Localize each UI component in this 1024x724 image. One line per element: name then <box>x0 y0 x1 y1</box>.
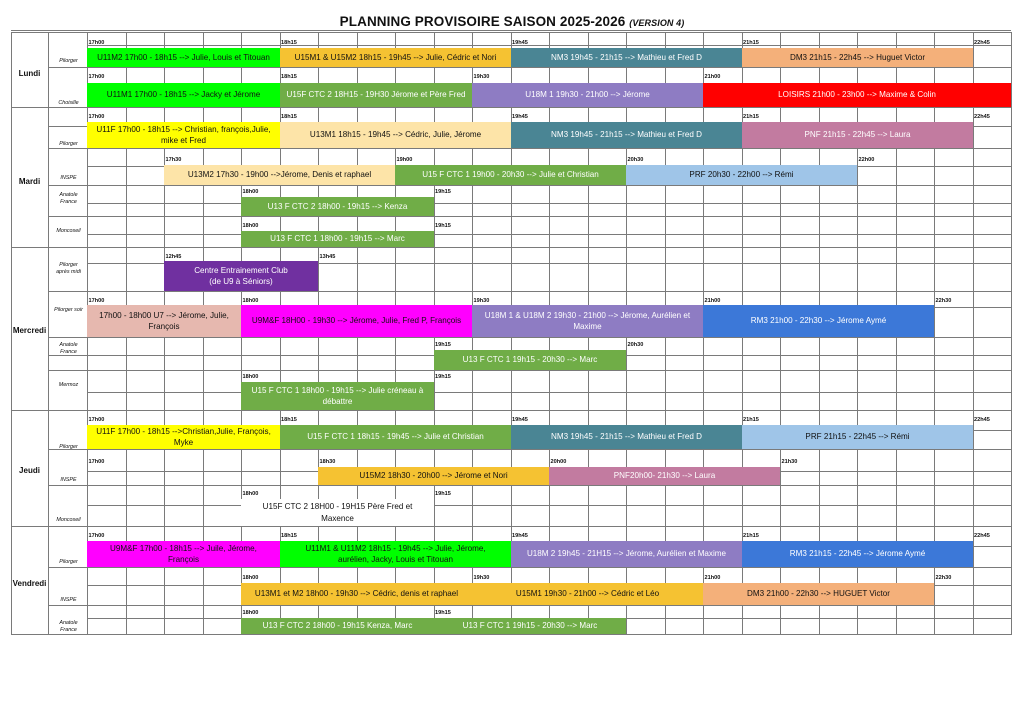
session-text-line: débattre <box>322 397 353 406</box>
session-block <box>318 467 549 485</box>
grid-line <box>87 485 1011 486</box>
session-text <box>295 52 497 64</box>
session-text-line: LOISIRS 21h00 - 23h00 --> Maxime & Colin <box>778 90 936 100</box>
session-text <box>310 129 481 141</box>
grid-line <box>87 567 1011 568</box>
location-label <box>50 444 87 451</box>
time-label: 17h00 <box>88 114 105 120</box>
location-label-line: France <box>60 349 77 355</box>
session-block <box>280 122 511 148</box>
session-text <box>516 588 659 600</box>
session-text-line: RM3 21h15 - 22h45 --> Jérome Aymé <box>789 549 926 559</box>
session-text <box>359 470 507 482</box>
grid-line <box>87 67 1011 68</box>
session-text <box>107 89 261 101</box>
session-block <box>87 541 280 567</box>
location-label-line: Pilorger <box>59 58 78 64</box>
time-label: 19h45 <box>512 114 528 120</box>
session-text-line: U13 F CTC 1 19h15 - 20h30 --> Marc <box>462 355 598 365</box>
session-text-line: U15M1 & U15M2 18h15 - 19h45 --> Julie, Cédric et Nori <box>294 52 497 62</box>
session-text <box>110 543 257 566</box>
session-text <box>525 89 649 101</box>
session-text <box>747 588 890 600</box>
location-label <box>50 228 87 235</box>
time-label: 22h45 <box>974 114 990 120</box>
session-text <box>551 431 702 443</box>
session-text-line: 17h00 - 18h00 U7 --> Jérome, Julie, <box>99 310 229 320</box>
session-block <box>742 541 973 567</box>
session-block <box>626 165 857 185</box>
session-text <box>805 431 909 443</box>
grid-line <box>87 291 1011 292</box>
grid-line <box>48 107 87 108</box>
session-block <box>549 467 780 485</box>
session-block <box>742 48 973 67</box>
time-label: 18h30 <box>319 459 336 465</box>
time-label: 21h00 <box>704 298 721 304</box>
session-text-line: DM3 21h00 - 22h30 --> HUGUET Victor <box>747 589 890 599</box>
session-text <box>99 310 229 333</box>
session-text-line: U11M1 & U11M2 18h15 - 19h45 --> Julie, Jérome, <box>305 543 486 553</box>
time-label: 17h00 <box>88 74 105 80</box>
session-text-line: Maxime <box>573 322 602 331</box>
time-label: 19h45 <box>512 533 528 539</box>
time-label: 19h30 <box>473 298 490 304</box>
time-label: 18h00 <box>242 610 259 616</box>
session-block <box>87 48 280 67</box>
session-text-line: U11F 17h00 - 18h15 --> Christian, françois,Julie, <box>96 124 271 134</box>
time-label: 22h30 <box>935 298 952 304</box>
session-block <box>511 48 742 67</box>
session-text <box>188 169 371 181</box>
session-text-line: U11F 17h00 - 18h15 -->Christian,Julie, François, <box>96 426 271 436</box>
session-text-line: U18M 1 & U18M 2 19h30 - 21h00 --> Jérome, Aurélien et <box>484 310 691 320</box>
session-text-line: U13 F CTC 1 18h00 - 19h15 --> Marc <box>270 234 405 244</box>
session-text <box>97 52 270 64</box>
grid-line <box>11 30 1011 31</box>
location-label <box>50 517 87 524</box>
session-text-line: Maxence <box>321 513 354 523</box>
time-label: 22h45 <box>974 40 990 46</box>
session-block <box>511 425 742 449</box>
session-text <box>194 265 288 288</box>
session-block <box>472 583 703 605</box>
location-label-line: Pilorger <box>59 262 78 268</box>
session-block <box>703 83 1011 107</box>
session-block <box>241 618 434 634</box>
grid-line <box>11 410 1011 411</box>
time-label: 18h00 <box>242 189 259 195</box>
grid-line <box>48 485 87 486</box>
time-label: 22h45 <box>974 533 990 539</box>
time-label: 21h15 <box>743 114 759 120</box>
location-label-line: Choisille <box>58 100 79 106</box>
time-label: 18h00 <box>242 491 259 497</box>
time-label: 18h00 <box>242 374 259 380</box>
location-label-line: Anatole <box>59 342 78 348</box>
location-label <box>50 477 87 484</box>
grid-line <box>87 148 1011 149</box>
grid-line <box>11 107 1011 108</box>
session-text <box>463 354 598 366</box>
session-text-line: François <box>167 555 200 564</box>
session-text <box>551 129 702 141</box>
session-text-line: PNF 21h15 - 22h45 --> Laura <box>804 130 911 140</box>
time-label: 18h00 <box>242 298 259 304</box>
session-text-line: PRF 20h30 - 22h00 --> Rémi <box>689 170 794 180</box>
time-label: 22h30 <box>935 575 952 581</box>
session-block <box>241 583 472 605</box>
location-label <box>50 58 87 65</box>
session-block <box>87 122 280 148</box>
session-text <box>790 52 925 64</box>
session-text-line: U15 F CTC 1 18h15 - 19h45 --> Julie et Christian <box>307 432 484 442</box>
grid-line <box>48 148 87 149</box>
session-text <box>527 548 726 560</box>
session-text <box>252 315 461 327</box>
session-text-line: NM3 19h45 - 21h15 --> Mathieu et Fred D <box>551 130 702 140</box>
location-label <box>50 192 87 206</box>
grid-line <box>48 126 87 127</box>
page-title <box>0 14 1024 29</box>
session-block <box>472 83 703 107</box>
session-text-line: François <box>148 322 180 331</box>
session-text-line: U9M&F 18H00 - 19h30 --> Jérome, Julie, Fred P, François <box>251 316 462 326</box>
time-label: 13h45 <box>319 254 336 260</box>
session-text-line: U15 F CTC 1 18h00 - 19h15 --> Julie créneau à <box>251 385 424 395</box>
grid-line <box>87 234 1011 235</box>
grid-line <box>48 291 87 292</box>
day-label: Jeudi <box>19 466 40 475</box>
session-block <box>511 122 742 148</box>
location-label-line: France <box>60 199 77 205</box>
time-label: 18h15 <box>281 114 297 120</box>
grid-line <box>48 370 87 371</box>
location-label-line: Moncoseil <box>56 517 81 523</box>
time-label: 21h15 <box>743 417 759 423</box>
session-text-line: NM3 19h45 - 21h15 --> Mathieu et Fred D <box>551 52 702 62</box>
time-label: 12h45 <box>165 254 182 260</box>
location-label <box>50 382 87 389</box>
grid-line <box>87 370 1011 371</box>
grid-line <box>87 605 1011 606</box>
grid-line <box>11 526 1011 527</box>
time-label: 22h00 <box>858 157 875 163</box>
session-block <box>280 83 472 107</box>
grid-line <box>48 67 87 68</box>
session-block <box>511 541 742 567</box>
time-label: 18h15 <box>281 74 297 80</box>
time-label: 17h00 <box>88 298 105 304</box>
session-block <box>472 305 703 337</box>
grid-line <box>1011 32 1012 635</box>
session-block <box>241 197 434 216</box>
time-label: 21h15 <box>743 40 759 46</box>
grid-line <box>48 410 87 411</box>
session-text <box>614 470 715 482</box>
time-label: 21h30 <box>781 459 798 465</box>
session-text <box>805 129 911 141</box>
location-label-line: Pilorger <box>59 444 78 450</box>
time-label: 19h15 <box>435 374 451 380</box>
session-block <box>241 305 472 337</box>
title-text: PLANNING PROVISOIRE SAISON 2025-2026 <box>339 14 626 29</box>
day-label: Lundi <box>18 69 41 78</box>
grid-line <box>48 605 87 606</box>
time-label: 20h30 <box>627 342 644 348</box>
location-label <box>50 597 87 604</box>
time-label: 19h00 <box>396 157 413 163</box>
session-text <box>778 89 936 101</box>
location-label-line: Mermoz <box>58 382 79 388</box>
location-label-line: INSPE <box>60 477 77 483</box>
grid-line <box>87 45 1011 46</box>
session-text-line: U15 F CTC 1 19h00 - 20h30 --> Julie et Christian <box>422 170 599 180</box>
time-label: 18h15 <box>281 533 297 539</box>
grid-line <box>87 203 1011 204</box>
session-block <box>434 618 626 634</box>
grid-line <box>11 634 1012 635</box>
session-text <box>268 201 408 213</box>
day-label: Mercredi <box>12 326 47 335</box>
grid-line <box>48 185 87 186</box>
session-text <box>270 233 405 245</box>
grid-line <box>973 32 974 634</box>
location-label-line: Moncoseil <box>56 228 81 234</box>
location-label <box>50 100 87 107</box>
session-text <box>305 543 485 566</box>
session-block <box>742 122 973 148</box>
session-block <box>742 425 973 449</box>
location-label <box>50 262 87 276</box>
grid-line <box>87 392 1011 393</box>
session-text <box>307 431 484 443</box>
grid-line <box>87 185 1011 186</box>
session-block <box>395 165 626 185</box>
session-text-line: U18M 2 19h45 - 21H15 --> Jérome, Aurélien et Maxime <box>526 549 727 559</box>
session-block <box>164 165 395 185</box>
time-label: 19h15 <box>435 491 451 497</box>
time-label: 18h00 <box>242 223 259 229</box>
session-text-line: U13 F CTC 2 18h00 - 19h15 Kenza, Marc <box>262 621 413 631</box>
session-text-line: U13M1 18h15 - 19h45 --> Cédric, Julie, Jérome <box>309 130 482 140</box>
session-text-line: U11M2 17h00 - 18h15 --> Julie, Louis et Titouan <box>97 52 270 62</box>
time-label: 19h15 <box>435 223 451 229</box>
session-text-line: U11M1 17h00 - 18h15 --> Jacky et Jérome <box>106 90 261 100</box>
session-block <box>280 425 511 449</box>
session-text-line: U15M2 18h30 - 20h00 --> Jérome et Nori <box>359 471 508 481</box>
time-label: 19h30 <box>473 74 490 80</box>
session-text-line: U18M 1 19h30 - 21h00 --> Jérome <box>525 90 650 100</box>
time-label: 21h15 <box>743 533 759 539</box>
location-label-line: Pilorger soir <box>54 307 83 313</box>
location-label-line: INSPE <box>60 175 77 181</box>
session-text <box>286 89 465 101</box>
session-text-line: U13M2 17h30 - 19h00 -->Jérome, Denis et raphael <box>187 170 372 180</box>
session-text <box>689 169 793 181</box>
location-label-line: après midi <box>56 269 81 275</box>
session-block <box>703 305 934 337</box>
location-label <box>50 307 87 314</box>
session-block <box>241 499 434 526</box>
session-block <box>241 382 434 410</box>
time-label: 18h15 <box>281 40 297 46</box>
time-label: 20h00 <box>550 459 567 465</box>
session-text <box>751 315 887 327</box>
session-text <box>422 169 599 181</box>
location-label <box>50 620 87 634</box>
session-text-line: U9M&F 17h00 - 18h15 --> Juile, Jérome, <box>110 543 257 553</box>
time-label: 21h00 <box>704 575 721 581</box>
session-text-line: aurélien, Jacky, Louis et Titouan <box>337 555 453 564</box>
grid-line <box>48 247 87 248</box>
location-label-line: INSPE <box>60 597 77 603</box>
time-label: 21h00 <box>704 74 721 80</box>
location-label-line: Pilorger <box>59 141 78 147</box>
day-label: Mardi <box>18 177 41 186</box>
time-label: 17h00 <box>88 40 105 46</box>
session-text <box>463 620 598 632</box>
time-label: 19h15 <box>435 189 451 195</box>
location-label-line: Pilorger <box>59 559 78 565</box>
session-text-line: RM3 21h00 - 22h30 --> Jérome Aymé <box>750 316 887 326</box>
session-block <box>703 583 934 605</box>
grid-line <box>87 449 1011 450</box>
location-label <box>50 141 87 148</box>
session-text <box>96 426 271 449</box>
grid-line <box>87 337 1011 338</box>
time-label: 19h45 <box>512 40 528 46</box>
grid-line <box>48 337 87 338</box>
session-text-line: U15F CTC 2 18H15 - 19H30 Jérome et Père Fred <box>286 90 466 100</box>
session-text <box>252 385 424 408</box>
grid-line <box>48 32 49 634</box>
time-label: 19h15 <box>435 342 451 348</box>
session-text <box>263 501 413 524</box>
session-text-line: U15M1 19h30 - 21h00 --> Cédric et Léo <box>515 589 660 599</box>
session-text <box>551 52 702 64</box>
time-label: 17h00 <box>88 459 105 465</box>
location-label-line: France <box>60 627 77 633</box>
session-text-line: PNF20h00- 21h30 --> Laura <box>613 471 716 481</box>
time-label: 19h45 <box>512 417 528 423</box>
session-text-line: U15F CTC 2 18H00 - 19H15 Père Fred et <box>262 502 413 511</box>
session-block <box>87 425 280 449</box>
session-text <box>790 548 926 560</box>
grid-line <box>48 216 87 217</box>
session-block <box>280 541 511 567</box>
session-text-line: (de U9 à Séniors) <box>209 277 273 286</box>
location-label <box>50 342 87 356</box>
session-text <box>263 620 413 632</box>
time-label: 17h00 <box>88 533 105 539</box>
session-text-line: NM3 19h45 - 21h15 --> Mathieu et Fred D <box>551 432 702 442</box>
session-block <box>434 350 626 370</box>
time-label: 17h00 <box>88 417 105 423</box>
session-text-line: Myke <box>173 438 194 447</box>
session-text-line: Centre Entrainement Club <box>194 265 288 275</box>
session-text-line: U13M1 et M2 18h00 - 19h30 --> Cédric, denis et raphael <box>254 589 459 599</box>
session-block <box>87 83 280 107</box>
grid-line <box>87 505 1011 506</box>
session-text <box>96 124 270 147</box>
time-label: 18h15 <box>281 417 297 423</box>
session-text <box>485 310 690 333</box>
time-label: 19h15 <box>435 610 451 616</box>
session-block <box>241 231 434 247</box>
session-block <box>164 261 318 291</box>
time-label: 18h00 <box>242 575 259 581</box>
time-label: 22h45 <box>974 417 990 423</box>
session-text-line: mike et Fred <box>161 136 206 145</box>
time-label: 20h30 <box>627 157 644 163</box>
version-label: (VERSION 4) <box>629 18 685 28</box>
grid-line <box>87 216 1011 217</box>
session-text-line: DM3 21h15 - 22h45 --> Huguet Victor <box>789 52 926 62</box>
grid-line <box>48 567 87 568</box>
location-label <box>50 559 87 566</box>
grid-line <box>48 526 87 527</box>
session-text-line: PRF 21h15 - 22h45 --> Rémi <box>805 432 910 442</box>
session-text <box>255 588 458 600</box>
session-text-line: U13 F CTC 2 18h00 - 19h15 --> Kenza <box>267 201 408 211</box>
time-label: 17h30 <box>165 157 182 163</box>
session-block <box>280 48 511 67</box>
time-label: 19h30 <box>473 575 490 581</box>
location-label-line: Anatole <box>59 192 78 198</box>
day-label: Vendredi <box>12 579 47 588</box>
location-label-line: Anatole <box>59 620 78 626</box>
session-text-line: U13 F CTC 1 19h15 - 20h30 --> Marc <box>462 621 598 631</box>
location-label <box>50 175 87 182</box>
session-block <box>87 305 241 337</box>
grid-line <box>11 247 1011 248</box>
